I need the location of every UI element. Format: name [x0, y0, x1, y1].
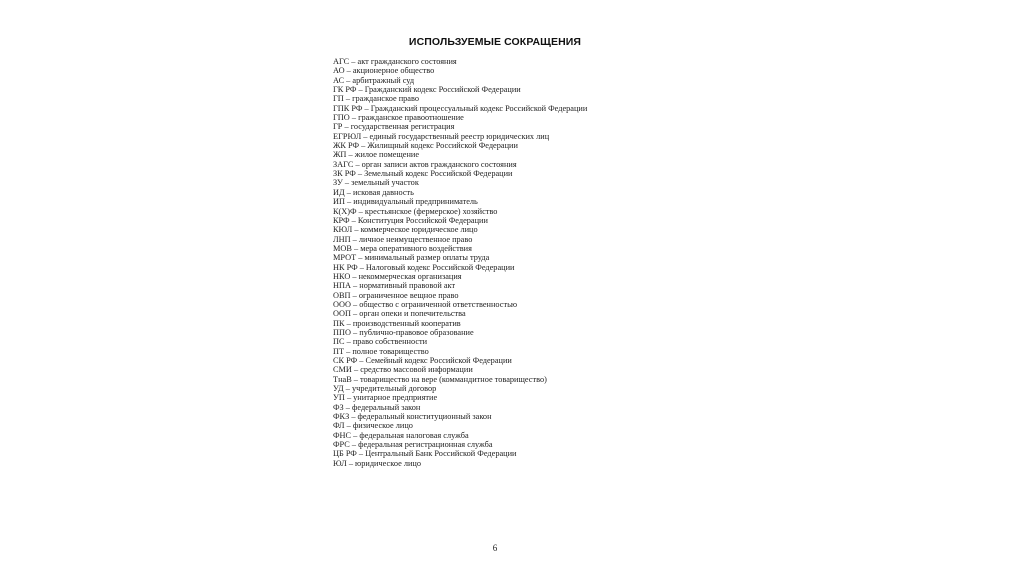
abbreviation-entry: ТнаВ – товарищество на вере (коммандитное товарищество) — [333, 374, 547, 384]
abbreviation-entry: ГПК РФ – Гражданский процессуальный кодекс Российской Федерации — [333, 103, 588, 113]
abbreviation-entry: К(Х)Ф – крестьянское (фермерское) хозяйство — [333, 206, 498, 216]
abbreviation-entry: АС – арбитражный суд — [333, 75, 415, 85]
abbreviation-entry: ППО – публично-правовое образование — [333, 327, 474, 337]
abbreviation-entry: ЖК РФ – Жилищный кодекс Российской Федерации — [333, 141, 518, 151]
abbreviation-entry: ГП – гражданское право — [333, 94, 419, 104]
abbreviation-entry: ФКЗ – федеральный конституционный закон — [333, 412, 492, 422]
abbreviation-entry: ЗУ – земельный участок — [333, 178, 419, 188]
abbreviation-entry: ПС – право собственности — [333, 337, 428, 347]
abbreviation-entry: ФЛ – физическое лицо — [333, 421, 413, 431]
abbreviation-entry: ГР – государственная регистрация — [333, 122, 455, 132]
abbreviation-entry: АГС – акт гражданского состояния — [333, 57, 457, 66]
abbreviation-entry: СМИ – средство массовой информации — [333, 365, 473, 375]
abbreviation-entry: НКО – некоммерческая организация — [333, 271, 462, 281]
page-title: ИСПОЛЬЗУЕМЫЕ СОКРАЩЕНИЯ — [408, 36, 582, 48]
abbreviation-entry: ОВП – ограниченное вещное право — [333, 290, 459, 300]
abbreviation-entry: ЗАГС – орган записи актов гражданского состояния — [333, 159, 517, 169]
abbreviation-entry: ЦБ РФ – Центральный Банк Российской Федерации — [333, 449, 517, 459]
abbreviation-entry: ГПО – гражданское правоотношение — [333, 113, 464, 123]
abbreviation-entry: ФЗ – федеральный закон — [333, 402, 421, 412]
page-number: 6 — [492, 543, 498, 553]
abbreviation-entry: ИД – исковая давность — [333, 187, 414, 197]
abbreviation-entry: ЛНП – личное неимущественное право — [333, 234, 473, 244]
abbreviations-list — [333, 57, 587, 468]
abbreviation-entry: НПА – нормативный правовой акт — [333, 281, 456, 291]
abbreviation-entry: ПК – производственный кооператив — [333, 318, 461, 328]
abbreviation-entry: КЮЛ – коммерческое юридическое лицо — [333, 225, 478, 235]
abbreviation-entry: ФНС – федеральная налоговая служба — [333, 430, 469, 440]
abbreviation-entry: УП – унитарное предприятие — [333, 393, 438, 403]
abbreviation-entry: ЕГРЮЛ – единый государственный реестр юридических лиц — [333, 131, 550, 141]
abbreviation-entry: УД – учредительный договор — [333, 384, 437, 394]
abbreviation-entry: ЖП – жилое помещение — [333, 150, 420, 160]
abbreviation-entry: ЗК РФ – Земельный кодекс Российской Федерации — [333, 169, 513, 179]
abbreviation-entry: АО – акционерное общество — [333, 66, 435, 76]
abbreviation-entry: ООО – общество с ограниченной ответственностью — [333, 299, 518, 309]
abbreviation-entry: СК РФ – Семейный кодекс Российской Федерации — [333, 356, 512, 365]
abbreviation-entry: ФРС – федеральная регистрационная служба — [333, 440, 493, 450]
abbreviation-entry: НК РФ – Налоговый кодекс Российской Федерации — [333, 262, 515, 272]
abbreviation-entry: МРОТ – минимальный размер оплаты труда — [333, 253, 490, 263]
abbreviation-entry: ИП – индивидуальный предприниматель — [333, 197, 478, 207]
abbreviation-entry: ЮЛ – юридическое лицо — [333, 458, 422, 468]
abbreviation-entry: МОВ – мера оперативного воздействия — [333, 243, 472, 253]
abbreviation-entry: КРФ – Конституция Российской Федерации — [333, 215, 488, 225]
abbreviation-entry: ООП – орган опеки и попечительства — [333, 309, 466, 319]
abbreviation-entry: ГК РФ – Гражданский кодекс Российской Федерации — [333, 85, 521, 95]
abbreviation-entry: ПТ – полное товарищество — [333, 346, 429, 356]
